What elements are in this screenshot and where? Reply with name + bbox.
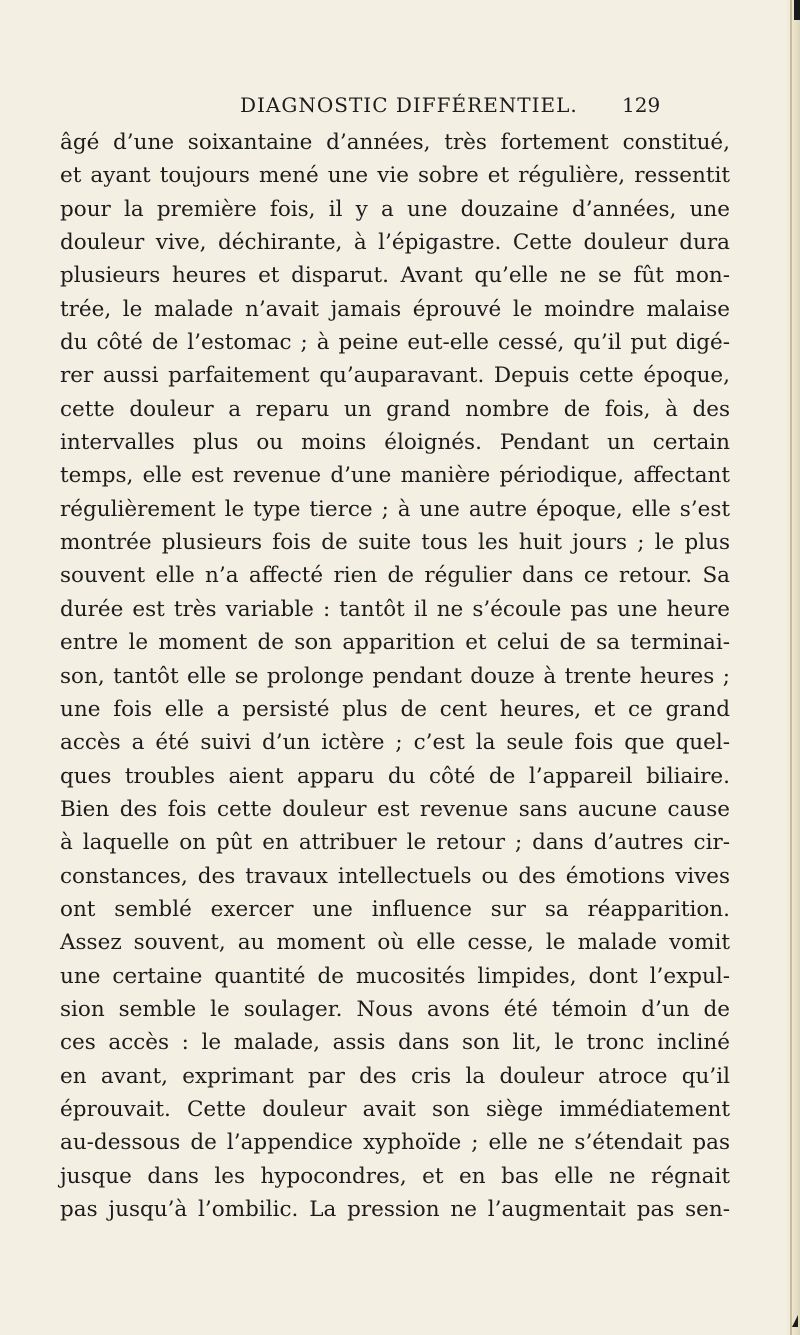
text-line: cette douleur a reparu un grand nombre de fois, à des (60, 396, 730, 422)
page-edge-stripe (790, 0, 792, 1335)
text-line: durée est très variable : tantôt il ne s’écoule pas une heure (60, 596, 730, 622)
text-line: souvent elle n’a affecté rien de régulier dans ce retour. Sa (60, 563, 730, 589)
page-number: 129 (622, 93, 661, 117)
text-line: ces accès : le malade, assis dans son lit, le tronc incliné (60, 1030, 730, 1056)
text-line: pas jusqu’à l’ombilic. La pression ne l’augmentait pas sen- (60, 1197, 730, 1222)
text-line: ques troubles aient apparu du côté de l’appareil biliaire. (60, 763, 730, 789)
text-line: temps, elle est revenue d’une manière périodique, affectant (60, 463, 730, 489)
text-line: accès a été suivi d’un ictère ; c’est la seule fois que quel- (60, 730, 730, 756)
text-line: en avant, exprimant par des cris la douleur atroce qu’il (60, 1063, 730, 1089)
text-line: régulièrement le type tierce ; à une autre époque, elle s’est (60, 496, 730, 522)
body-text (60, 126, 730, 1226)
running-head (0, 93, 800, 123)
text-line: jusque dans les hypocondres, et en bas elle ne régnait (60, 1163, 730, 1189)
text-line: pour la première fois, il y a une douzaine d’années, une (60, 196, 730, 222)
text-line: entre le moment de son apparition et celui de sa terminai- (60, 630, 730, 656)
text-line: rer aussi parfaitement qu’auparavant. Depuis cette époque, (60, 363, 730, 389)
text-line: trée, le malade n’avait jamais éprouvé le moindre malaise (60, 296, 730, 322)
text-line: plusieurs heures et disparut. Avant qu’elle ne se fût mon- (60, 263, 730, 289)
running-title: DIAGNOSTIC DIFFÉRENTIEL. (240, 93, 578, 117)
text-line: du côté de l’estomac ; à peine eut-elle cessé, qu’il put digé- (60, 330, 730, 356)
text-line: une certaine quantité de mucosités limpides, dont l’expul- (60, 963, 730, 989)
text-line: à laquelle on pût en attribuer le retour ; dans d’autres cir- (60, 830, 730, 856)
text-line: ont semblé exercer une influence sur sa réapparition. (60, 896, 730, 922)
text-line: son, tantôt elle se prolonge pendant douze à trente heures ; (60, 663, 730, 689)
text-line: montrée plusieurs fois de suite tous les huit jours ; le plus (60, 530, 730, 556)
text-line: sion semble le soulager. Nous avons été témoin d’un de (60, 996, 730, 1022)
text-line: une fois elle a persisté plus de cent heures, et ce grand (60, 696, 730, 722)
text-line: et ayant toujours mené une vie sobre et régulière, ressentit (60, 163, 730, 189)
text-line: éprouvait. Cette douleur avait son siège immédiatement (60, 1096, 730, 1122)
scan-corner-mark-top (794, 0, 800, 20)
text-line: douleur vive, déchirante, à l’épigastre. Cette douleur dura (60, 230, 730, 256)
text-line: intervalles plus ou moins éloignés. Pendant un certain (60, 430, 730, 456)
text-line: Bien des fois cette douleur est revenue sans aucune cause (60, 796, 730, 822)
page-edge-shadow (786, 0, 800, 1335)
text-line: au-dessous de l’appendice xyphoïde ; elle ne s’étendait pas (60, 1130, 730, 1156)
text-line: Assez souvent, au moment où elle cesse, le malade vomit (60, 930, 730, 956)
scan-corner-mark-bottom (792, 1315, 798, 1327)
text-line: constances, des travaux intellectuels ou des émotions vives (60, 863, 730, 889)
text-line: âgé d’une soixantaine d’années, très fortement constitué, (60, 130, 730, 155)
